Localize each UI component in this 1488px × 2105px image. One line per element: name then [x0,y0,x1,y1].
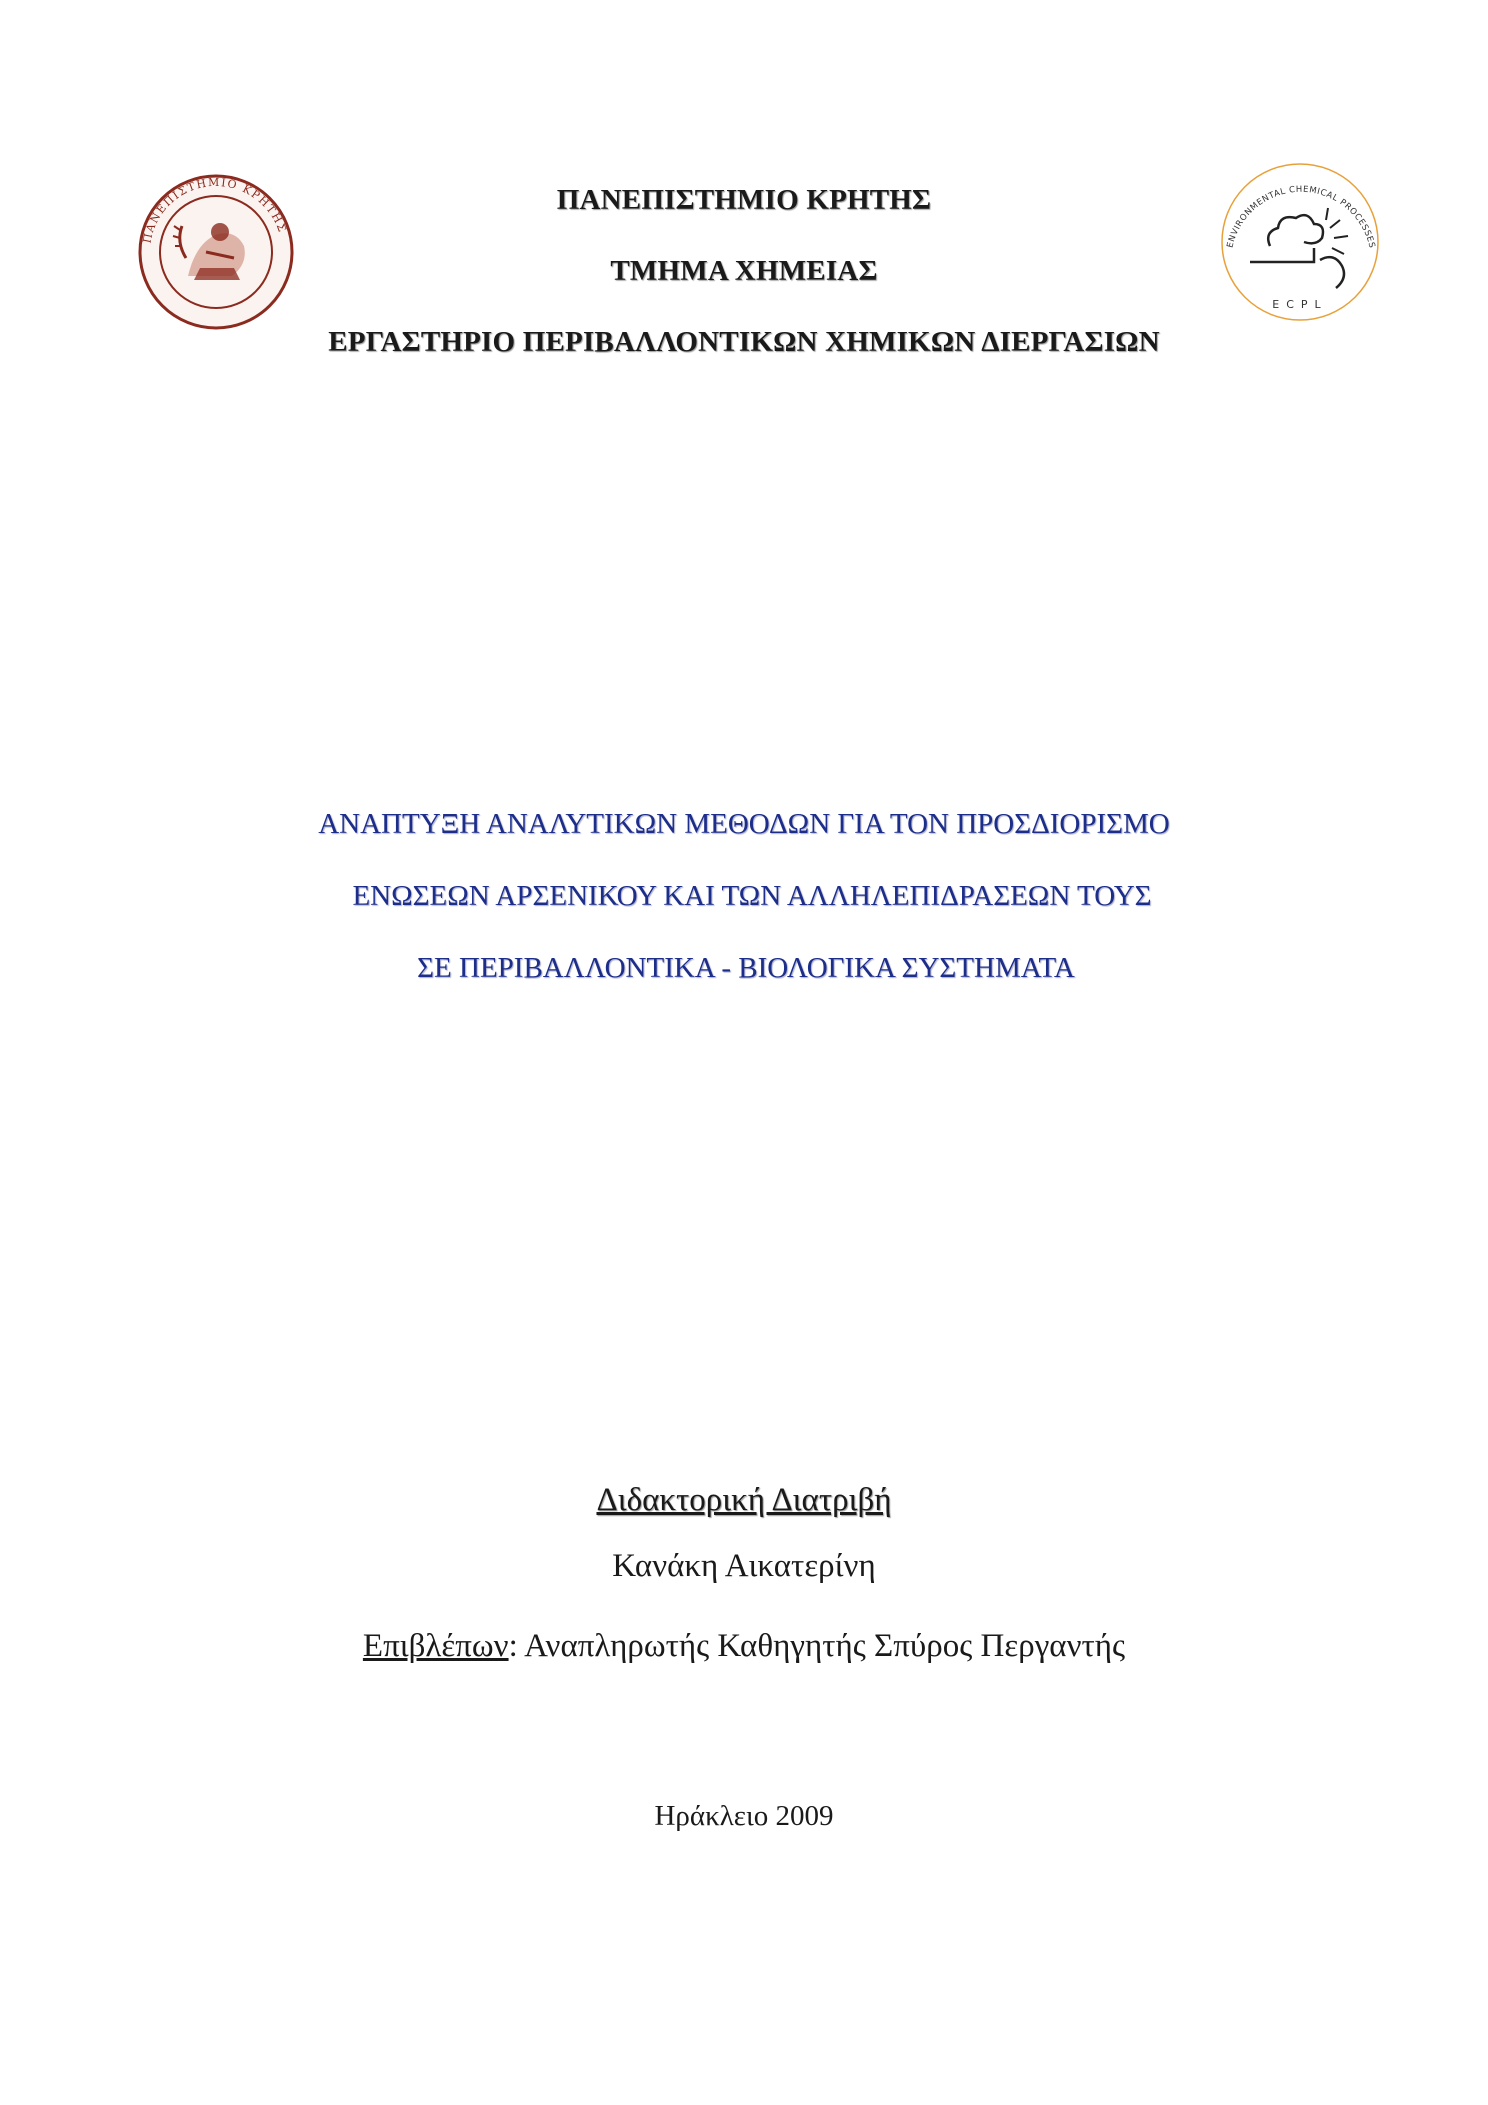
university-name: ΠΑΝΕΠΙΣΤΗΜΙΟ ΚΡΗΤΗΣ [556,184,932,216]
supervisor-separator: : [508,1628,525,1664]
author-name: Κανάκη Αικατερίνη [612,1548,876,1584]
supervisor-name: Αναπληρωτής Καθηγητής Σπύρος Περγαντής [524,1628,1126,1664]
seal-ring-text: ΠΑΝΕΠΙΣΤΗΜΙΟ ΚΡΗΤΗΣ [140,175,290,245]
supervisor-line [0,1628,1488,1665]
thesis-title-line-1: ΑΝΑΠΤΥΞΗ ΑΝΑΛΥΤΙΚΩΝ ΜΕΘΟΔΩΝ ΓΙΑ ΤΟΝ ΠΡΟΣΔΙΟΡΙΣΜΟ [318,808,1170,840]
supervisor-label: Επιβλέπων [362,1628,509,1664]
place-and-date: Ηράκλειο 2009 [654,1800,834,1832]
ecpl-abbreviation: ECPL [1272,298,1328,311]
ecpl-ring-text: ENVIRONMENTAL CHEMICAL PROCESSES [1225,184,1377,250]
laboratory-name: ΕΡΓΑΣΤΗΡΙΟ ΠΕΡΙΒΑΛΛΟΝΤΙΚΩΝ ΧΗΜΙΚΩΝ ΔΙΕΡΓΑΣΙΩΝ [328,326,1160,358]
thesis-title-line-2: ΕΝΩΣΕΩΝ ΑΡΣΕΝΙΚΟΥ ΚΑΙ ΤΩΝ ΑΛΛΗΛΕΠΙΔΡΑΣΕΩΝ ΤΟΥΣ [352,880,1152,912]
thesis-type: Διδακτορική Διατριβή [596,1482,892,1518]
department-name: ΤΜΗΜΑ ΧΗΜΕΙΑΣ [610,255,878,287]
ecpl-laboratory-logo [1210,150,1390,330]
thesis-title-line-3: ΣΕ ΠΕΡΙΒΑΛΛΟΝΤΙΚΑ - ΒΙΟΛΟΓΙΚΑ ΣΥΣΤΗΜΑΤΑ [417,952,1075,984]
ecpl-logo-graphic [1210,150,1390,330]
